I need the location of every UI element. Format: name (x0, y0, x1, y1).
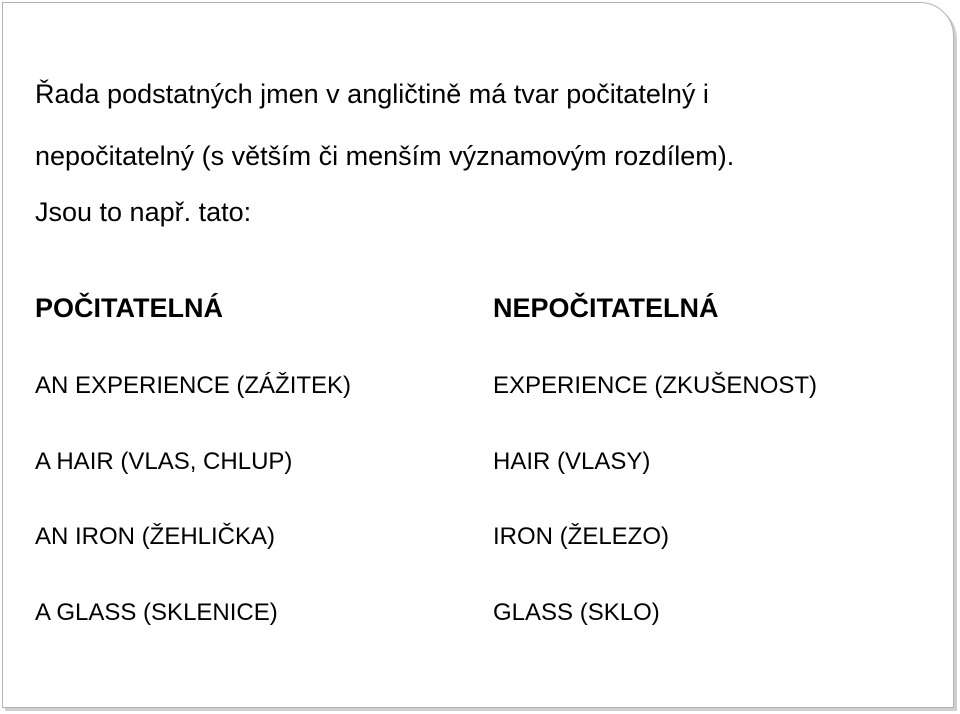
countable-item: AN EXPERIENCE (ZÁŽITEK) (35, 372, 352, 399)
countable-item: A HAIR (VLAS, CHLUP) (35, 448, 293, 475)
uncountable-item: EXPERIENCE (ZKUŠENOST) (493, 372, 818, 399)
countable-heading: POČITATELNÁ (35, 293, 223, 323)
intro-line-1: Řada podstatných jmen v angličtině má tvar počitatelný i (35, 79, 709, 109)
uncountable-item: GLASS (SKLO) (493, 599, 660, 626)
countable-item: AN IRON (ŽEHLIČKA) (35, 523, 276, 550)
uncountable-heading: NEPOČITATELNÁ (493, 293, 719, 323)
uncountable-item: HAIR (VLASY) (493, 448, 651, 475)
uncountable-item: IRON (ŽELEZO) (493, 523, 670, 550)
slide-frame (2, 2, 954, 708)
intro-line-2: nepočitatelný (s větším či menším významovým rozdílem). (35, 141, 735, 171)
intro-line-3: Jsou to např. tato: (35, 197, 252, 227)
countable-item: A GLASS (SKLENICE) (35, 599, 278, 626)
